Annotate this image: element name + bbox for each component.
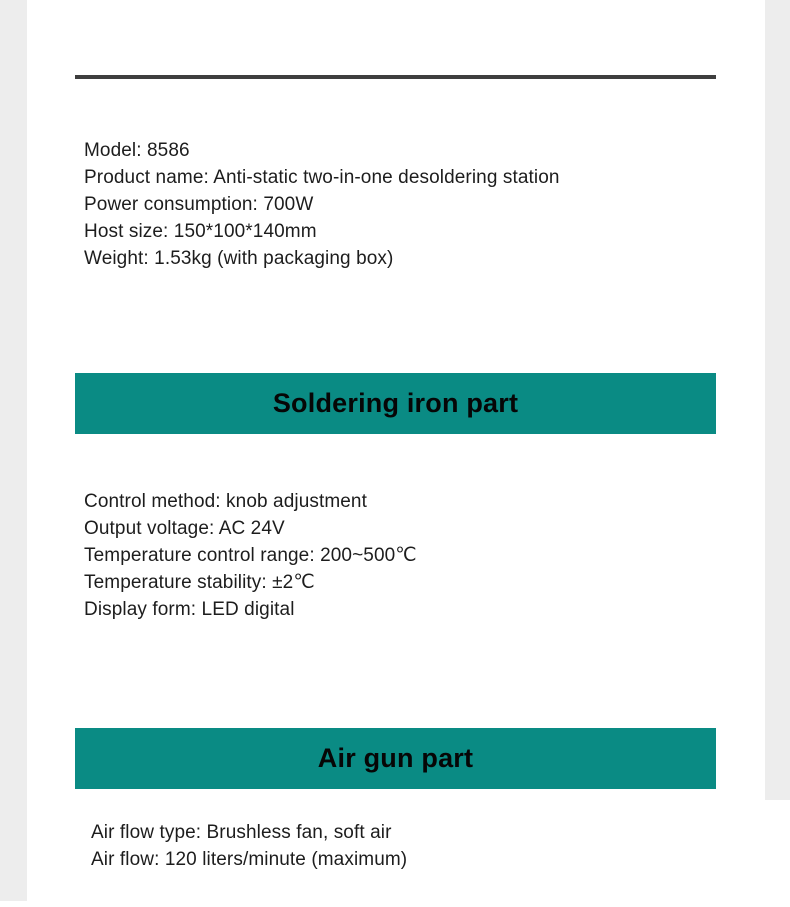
spec-line: Weight: 1.53kg (with packaging box) xyxy=(84,248,394,269)
spec-line: Air flow type: Brushless fan, soft air xyxy=(91,822,392,843)
spec-line: Output voltage: AC 24V xyxy=(84,518,285,539)
spec-line: Control method: knob adjustment xyxy=(84,491,367,512)
spec-line: Air flow: 120 liters/minute (maximum) xyxy=(91,849,408,870)
spec-line: Power consumption: 700W xyxy=(84,194,314,215)
general-specs-list xyxy=(84,137,560,272)
section-title: Soldering iron part xyxy=(272,388,519,418)
soldering-iron-specs-list xyxy=(84,488,417,623)
spec-line: Product name: Anti-static two-in-one desoldering station xyxy=(84,167,560,188)
air-gun-specs-list xyxy=(91,819,407,873)
section-title: Air gun part xyxy=(317,743,474,773)
spec-line: Model: 8586 xyxy=(84,140,190,161)
spec-line: Temperature control range: 200~500℃ xyxy=(84,545,417,566)
right-page-margin xyxy=(765,0,790,800)
top-divider-line xyxy=(75,75,716,79)
section-header-soldering-iron xyxy=(75,373,716,434)
spec-line: Host size: 150*100*140mm xyxy=(84,221,317,242)
spec-line: Temperature stability: ±2℃ xyxy=(84,572,315,593)
left-page-margin xyxy=(0,0,27,901)
section-header-air-gun xyxy=(75,728,716,789)
spec-line: Display form: LED digital xyxy=(84,599,295,620)
